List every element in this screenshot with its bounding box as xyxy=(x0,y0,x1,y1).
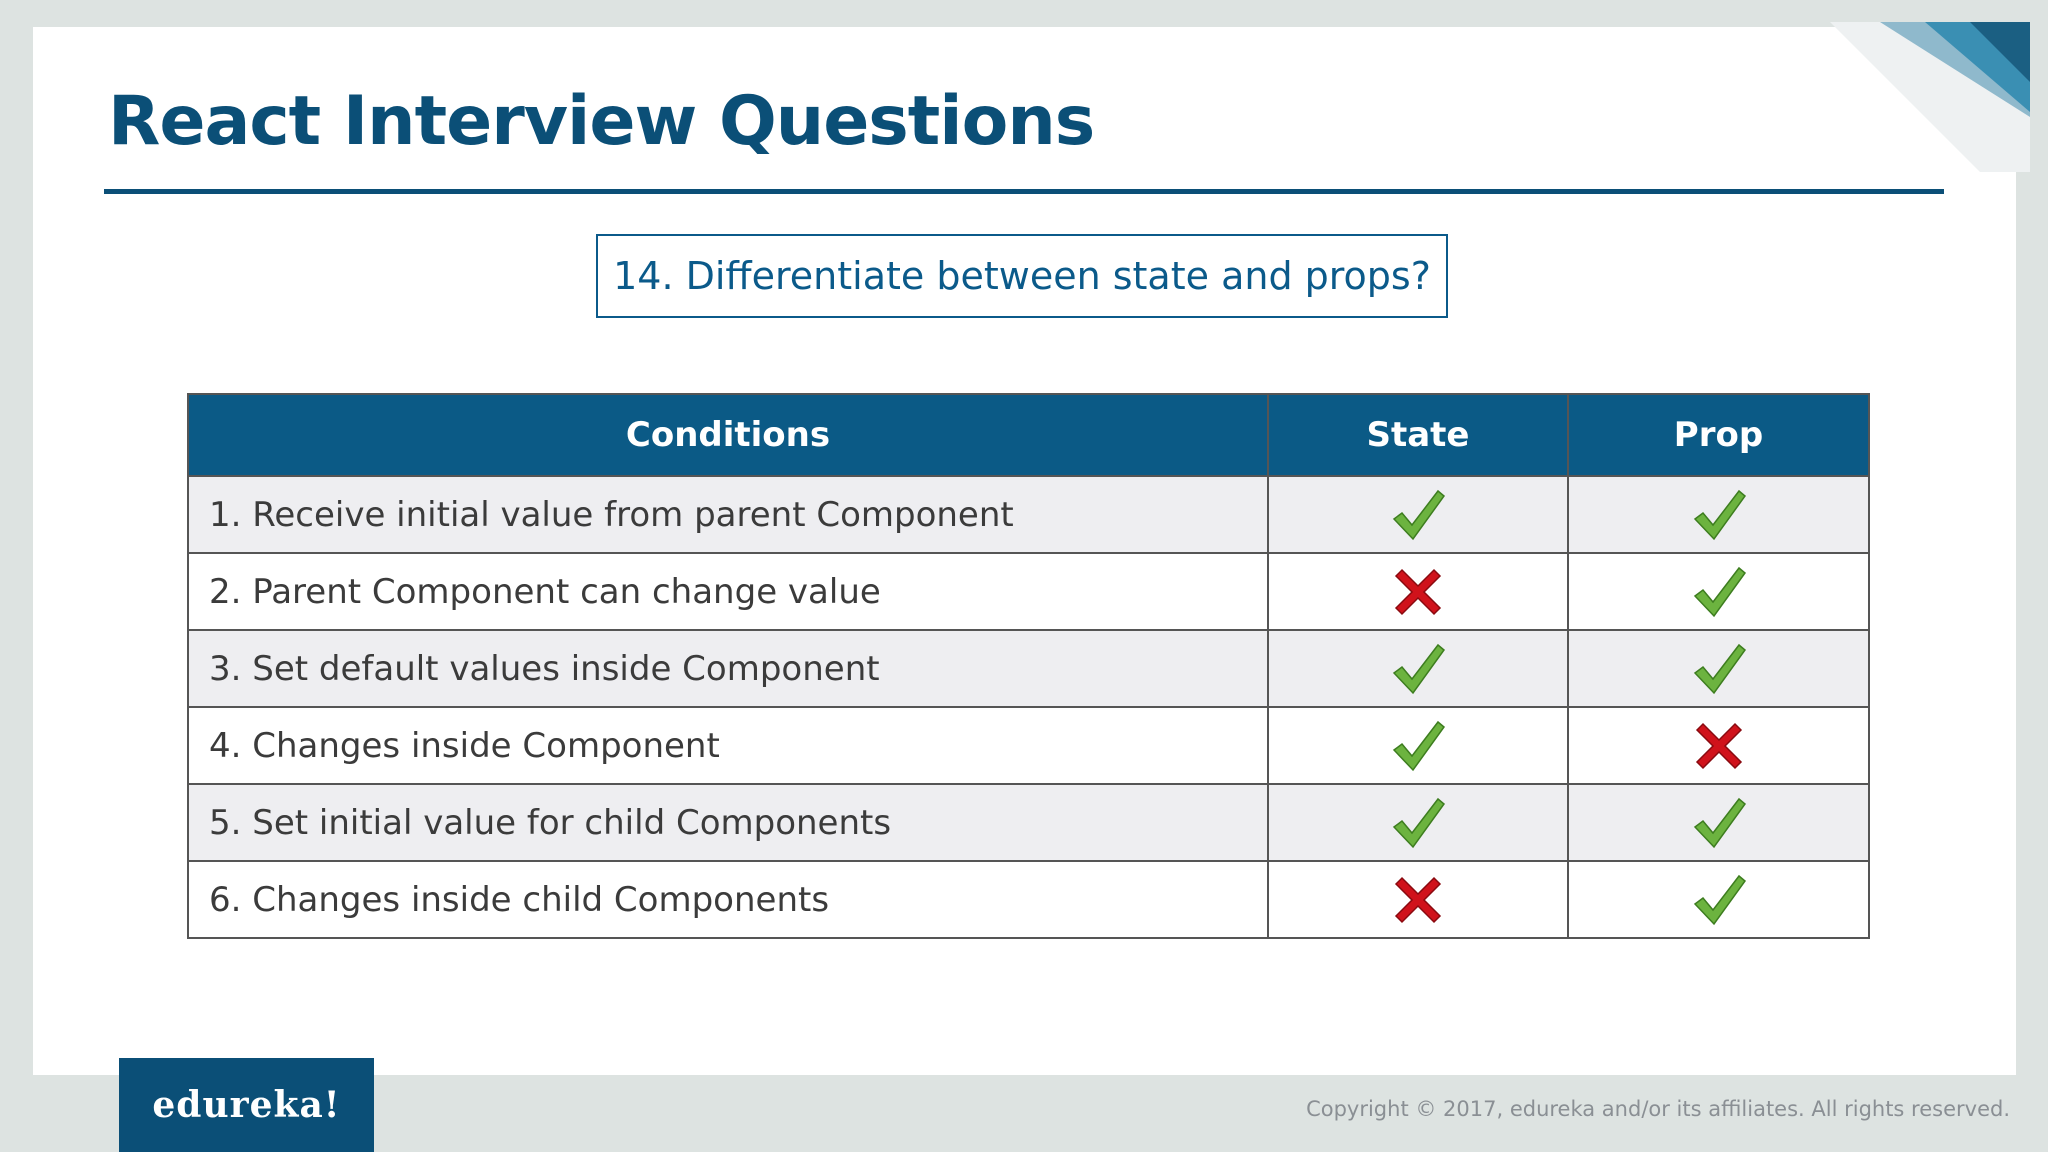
copyright-text: Copyright © 2017, edureka and/or its affiliates. All rights reserved. xyxy=(1306,1097,2010,1121)
check-icon xyxy=(1691,564,1747,620)
prop-mark-cell xyxy=(1568,476,1869,553)
table-row xyxy=(188,553,1869,630)
prop-mark-cell xyxy=(1568,553,1869,630)
state-mark-cell xyxy=(1268,630,1568,707)
cross-icon xyxy=(1691,718,1747,774)
condition-cell: 3. Set default values inside Component xyxy=(188,630,1268,707)
state-mark-cell xyxy=(1268,476,1568,553)
check-icon xyxy=(1390,641,1446,697)
state-mark-cell xyxy=(1268,784,1568,861)
edureka-logo xyxy=(119,1058,374,1152)
corner-decoration xyxy=(1830,22,2030,172)
title-divider xyxy=(104,189,1944,194)
table-row xyxy=(188,784,1869,861)
question-box xyxy=(596,234,1448,318)
table-row xyxy=(188,707,1869,784)
prop-mark-cell xyxy=(1568,861,1869,938)
table-header-row xyxy=(188,394,1869,476)
header-conditions: Conditions xyxy=(188,394,1268,476)
page-title: React Interview Questions xyxy=(108,82,1095,161)
condition-cell: 4. Changes inside Component xyxy=(188,707,1268,784)
cross-icon xyxy=(1390,872,1446,928)
state-mark-cell xyxy=(1268,861,1568,938)
comparison-table xyxy=(187,393,1870,939)
table-row xyxy=(188,861,1869,938)
check-icon xyxy=(1390,718,1446,774)
check-icon xyxy=(1691,487,1747,543)
cross-icon xyxy=(1390,564,1446,620)
state-mark-cell xyxy=(1268,553,1568,630)
question-text: 14. Differentiate between state and props? xyxy=(613,254,1431,298)
check-icon xyxy=(1691,872,1747,928)
header-state: State xyxy=(1268,394,1568,476)
header-prop: Prop xyxy=(1568,394,1869,476)
state-mark-cell xyxy=(1268,707,1568,784)
condition-cell: 2. Parent Component can change value xyxy=(188,553,1268,630)
condition-cell: 5. Set initial value for child Components xyxy=(188,784,1268,861)
condition-cell: 6. Changes inside child Components xyxy=(188,861,1268,938)
condition-cell: 1. Receive initial value from parent Component xyxy=(188,476,1268,553)
prop-mark-cell xyxy=(1568,630,1869,707)
check-icon xyxy=(1390,487,1446,543)
prop-mark-cell xyxy=(1568,707,1869,784)
check-icon xyxy=(1691,795,1747,851)
check-icon xyxy=(1691,641,1747,697)
table-row xyxy=(188,630,1869,707)
table-row xyxy=(188,476,1869,553)
check-icon xyxy=(1390,795,1446,851)
logo-text: edureka! xyxy=(152,1084,341,1126)
prop-mark-cell xyxy=(1568,784,1869,861)
